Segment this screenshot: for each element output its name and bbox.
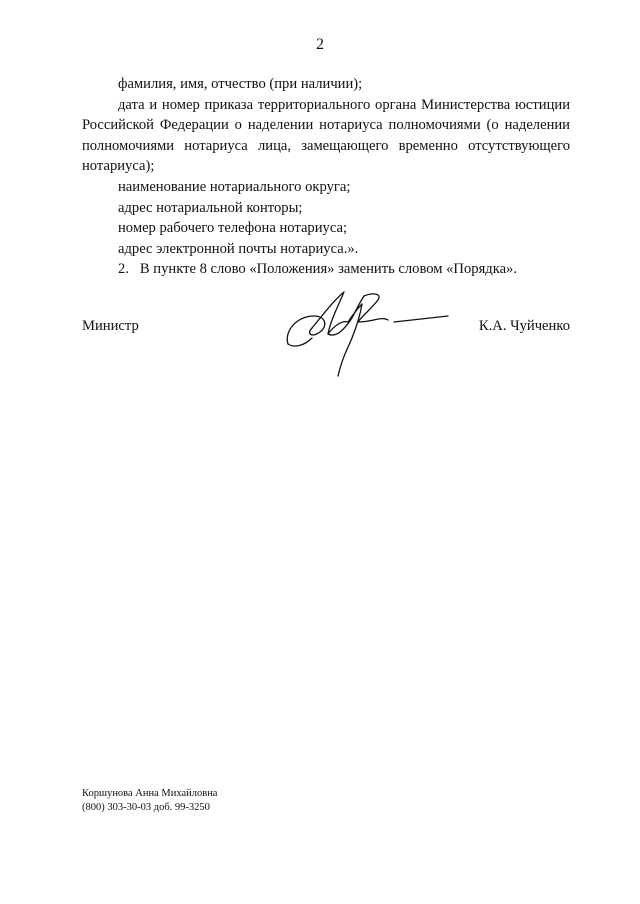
page-number: 2 <box>316 36 324 53</box>
signatory-name: К.А. Чуйченко <box>478 318 570 334</box>
document-body <box>82 74 570 280</box>
paragraph-office-address: адрес нотариальной конторы; <box>118 199 303 216</box>
paragraph-item-2: 2. В пункте 8 слово «Положения» заменить словом «Порядка». <box>118 261 517 278</box>
executor-block <box>82 787 217 815</box>
paragraph-order-details: дата и номер приказа территориального органа Министерства юстиции Российской Федерации о наделении нотариуса полномочиями (о наделении полномочиями нотариуса лица, замещающего временно отсутствующего нотариуса); <box>82 96 570 175</box>
paragraph-notary-district: наименование нотариального округа; <box>118 178 351 195</box>
executor-phone: (800) 303-30-03 доб. 99-3250 <box>82 802 210 813</box>
paragraph-phone: номер рабочего телефона нотариуса; <box>118 220 348 237</box>
signatory-title: Министр <box>82 318 139 334</box>
handwritten-signature-icon <box>282 286 452 386</box>
executor-name: Коршунова Анна Михайловна <box>82 788 218 799</box>
paragraph-fio: фамилия, имя, отчество (при наличии); <box>118 76 363 92</box>
paragraph-email: адрес электронной почты нотариуса.». <box>118 240 359 257</box>
